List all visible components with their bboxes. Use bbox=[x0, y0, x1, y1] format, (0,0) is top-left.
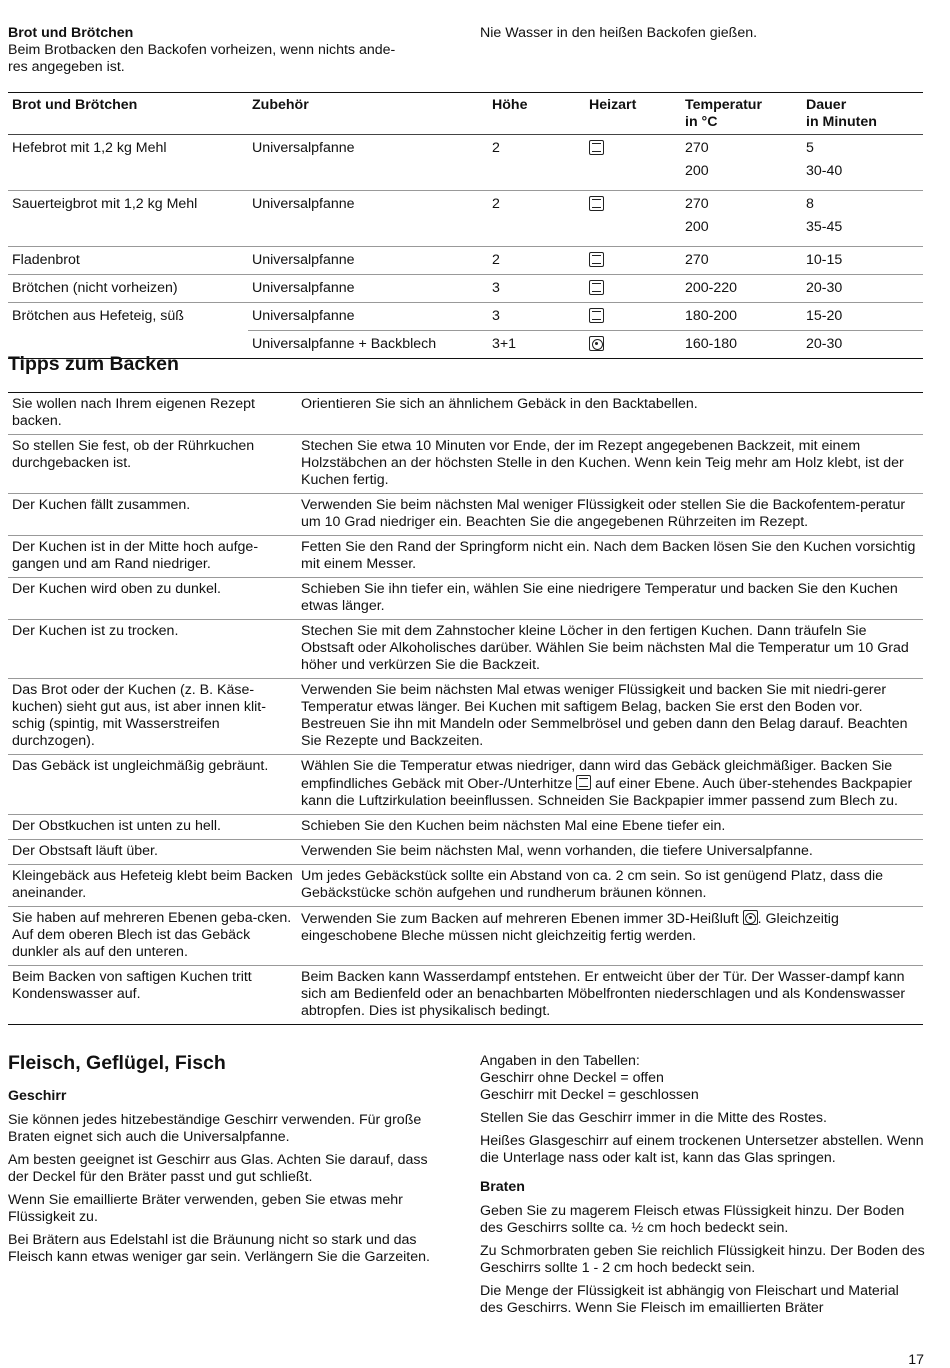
tips-heading: Tipps zum Backen bbox=[8, 353, 179, 375]
duration-cell: 5 30-40 bbox=[806, 140, 843, 179]
solution-cell: Beim Backen kann Wasserdampf entstehen. Er entweicht über der Tür. Der Wasser-dampf kann sich am Bedienfeld oder an benachbarten Möbelfronten niederschlagen und als Kondenswasser abtropfen. Dies ist physikalisch bedingt. bbox=[301, 969, 906, 1019]
top-bottom-heat-icon bbox=[589, 308, 604, 323]
table-row bbox=[8, 907, 923, 966]
solution-cell: Um jedes Gebäckstück sollte ein Abstand von ca. 2 cm sein. So ist genügend Platz, dass die Gebäckstücke schön aufgehen und rundherum bräunen können. bbox=[297, 865, 923, 907]
header-duration: Dauer in Minuten bbox=[802, 93, 923, 135]
paragraph: Stellen Sie das Geschirr immer in die Mitte des Rostes. bbox=[480, 1110, 827, 1126]
problem-cell: Der Kuchen wird oben zu dunkel. bbox=[8, 578, 297, 620]
height-cell: 2 bbox=[488, 191, 585, 247]
geschirr-section bbox=[8, 1088, 448, 1272]
table-row bbox=[8, 815, 923, 840]
top-bottom-heat-icon bbox=[589, 252, 604, 267]
table-info: Angaben in den Tabellen: Geschirr ohne Deckel = offen Geschirr mit Deckel = geschlossen bbox=[480, 1053, 699, 1103]
paragraph: Die Menge der Flüssigkeit ist abhängig von Fleischart und Material des Geschirrs. Wenn Sie Fleisch im emaillierten Bräter bbox=[480, 1283, 899, 1316]
header-heating: Heizart bbox=[585, 93, 681, 135]
header-dish: Brot und Brötchen bbox=[8, 93, 248, 135]
temperature-cell: 270 bbox=[681, 247, 802, 275]
problem-cell: Das Brot oder der Kuchen (z. B. Käse-kuchen) sieht gut aus, ist aber innen klit-schig (spintig, mit Wasserstreifen durchzogen). bbox=[8, 679, 297, 755]
problem-cell: Der Kuchen ist zu trocken. bbox=[8, 620, 297, 679]
table-row bbox=[8, 679, 923, 755]
heating-cell bbox=[585, 275, 681, 303]
temperature-cell: 270 200 bbox=[685, 140, 709, 179]
header-accessory: Zubehör bbox=[248, 93, 488, 135]
duration-cell: 10-15 bbox=[802, 247, 923, 275]
problem-cell: Der Obstkuchen ist unten zu hell. bbox=[8, 815, 297, 840]
table-row bbox=[8, 435, 923, 494]
right-column bbox=[480, 1053, 925, 1323]
intro-text-line1: Beim Brotbacken den Backofen vorheizen, wenn nichts ande- bbox=[8, 42, 396, 58]
heating-cell bbox=[585, 303, 681, 331]
dish-cell: Fladenbrot bbox=[8, 247, 248, 275]
bread-table bbox=[8, 92, 923, 359]
heating-cell bbox=[585, 247, 681, 275]
accessory-cell: Universalpfanne bbox=[248, 247, 488, 275]
3d-hot-air-icon bbox=[589, 336, 604, 351]
tips-table bbox=[8, 392, 923, 1025]
temperature-cell: 200-220 bbox=[681, 275, 802, 303]
intro-section bbox=[8, 25, 448, 76]
accessory-cell: Universalpfanne bbox=[248, 275, 488, 303]
table-row bbox=[8, 275, 923, 303]
heating-cell bbox=[585, 331, 681, 359]
header-height: Höhe bbox=[488, 93, 585, 135]
duration-cell: 15-20 bbox=[802, 303, 923, 331]
table-row bbox=[8, 303, 923, 331]
temperature-cell: 180-200 bbox=[681, 303, 802, 331]
paragraph: Zu Schmorbraten geben Sie reichlich Flüssigkeit hinzu. Der Boden des Geschirrs sollte 1 - 2 cm hoch bedeckt sein. bbox=[480, 1243, 925, 1276]
paragraph: Heißes Glasgeschirr auf einem trockenen Untersetzer abstellen. Wenn die Unterlage nass oder kalt ist, kann das Glas springen. bbox=[480, 1133, 924, 1166]
height-cell: 3+1 bbox=[488, 331, 585, 359]
table-row bbox=[8, 840, 923, 865]
dish-cell: Hefebrot mit 1,2 kg Mehl bbox=[12, 140, 167, 156]
paragraph: Wenn Sie emaillierte Bräter verwenden, geben Sie etwas mehr Flüssigkeit zu. bbox=[8, 1192, 403, 1225]
dish-cell: Sauerteigbrot mit 1,2 kg Mehl bbox=[8, 191, 248, 247]
problem-cell: Sie wollen nach Ihrem eigenen Rezept backen. bbox=[8, 393, 297, 435]
table-row bbox=[8, 620, 923, 679]
duration-cell: 20-30 bbox=[802, 331, 923, 359]
accessory-cell: Universalpfanne + Backblech bbox=[248, 331, 488, 359]
height-cell: 2 bbox=[488, 247, 585, 275]
problem-cell: Der Kuchen fällt zusammen. bbox=[8, 494, 297, 536]
problem-cell: So stellen Sie fest, ob der Rührkuchen durchgebacken ist. bbox=[8, 435, 297, 494]
table-row bbox=[8, 494, 923, 536]
top-bottom-heat-icon bbox=[589, 280, 604, 295]
intro-text-line2: res angegeben ist. bbox=[8, 59, 125, 75]
page-number: 17 bbox=[908, 1352, 924, 1368]
accessory-cell: Universalpfanne bbox=[248, 303, 488, 331]
header-temperature: Temperatur in °C bbox=[681, 93, 802, 135]
problem-cell: Sie haben auf mehreren Ebenen geba-cken. Auf dem oberen Blech ist das Gebäck dunkler als auf den unteren. bbox=[8, 907, 297, 966]
solution-cell: Schieben Sie den Kuchen beim nächsten Mal eine Ebene tiefer ein. bbox=[297, 815, 923, 840]
table-row bbox=[8, 966, 923, 1025]
solution-cell: Stechen Sie etwa 10 Minuten vor Ende, der im Rezept angegebenen Backzeit, mit einem Holzstäbchen an der höchsten Stelle in den Kuchen. Wenn kein Teig mehr am Holz klebt, ist der Kuchen fertig. bbox=[297, 435, 923, 494]
table-row bbox=[8, 865, 923, 907]
temperature-cell: 270 200 bbox=[681, 191, 802, 247]
bread-table-header bbox=[8, 93, 923, 135]
height-cell: 2 bbox=[492, 140, 500, 156]
table-row bbox=[8, 191, 923, 247]
duration-cell: 20-30 bbox=[802, 275, 923, 303]
top-bottom-heat-icon bbox=[589, 196, 604, 211]
paragraph: Geben Sie zu magerem Fleisch etwas Flüssigkeit hinzu. Der Boden des Geschirrs sollte ca. ½ cm hoch bedeckt sein. bbox=[480, 1203, 905, 1236]
intro-warning bbox=[480, 25, 920, 42]
height-cell: 3 bbox=[488, 303, 585, 331]
geschirr-subheading: Geschirr bbox=[8, 1088, 67, 1104]
accessory-cell: Universalpfanne bbox=[248, 191, 488, 247]
table-row bbox=[8, 536, 923, 578]
solution-cell: Stechen Sie mit dem Zahnstocher kleine Löcher in den fertigen Kuchen. Dann träufeln Sie Obstsaft oder Alkoholisches darüber. Wählen Sie beim nächsten Mal die Temperatur um 10 Grad höher und verkürzen Sie die Backzeit. bbox=[297, 620, 923, 679]
solution-cell: Verwenden Sie beim nächsten Mal etwas weniger Flüssigkeit und backen Sie mit niedri-gerer Temperatur etwas länger. Bei Kuchen mit saftigem Belag, backen Sie erst den Boden vor. Bestreuen Sie ihn mit Mandeln oder Semmelbrösel und geben dann den Belag darauf. Beachten Sie Rezepte und Backzeiten. bbox=[297, 679, 923, 755]
table-row bbox=[8, 393, 923, 435]
paragraph: Bei Brätern aus Edelstahl ist die Bräunung nicht so stark und das Fleisch kann etwas weniger gar sein. Verlängern Sie die Garzeiten. bbox=[8, 1232, 430, 1265]
solution-cell: Fetten Sie den Rand der Springform nicht ein. Nach dem Backen lösen Sie den Kuchen vorsichtig mit einem Messer. bbox=[297, 536, 923, 578]
table-row bbox=[8, 135, 923, 191]
solution-cell: Verwenden Sie beim nächsten Mal, wenn vorhanden, die tiefere Universalpfanne. bbox=[297, 840, 923, 865]
paragraph: Am besten geeignet ist Geschirr aus Glas. Achten Sie darauf, dass der Deckel für den Bräter passt und gut schließt. bbox=[8, 1152, 428, 1185]
3d-hot-air-icon bbox=[743, 910, 758, 925]
problem-cell: Der Obstsaft läuft über. bbox=[8, 840, 297, 865]
dish-cell: Brötchen aus Hefeteig, süß bbox=[8, 303, 248, 331]
table-row bbox=[8, 755, 923, 815]
problem-cell: Beim Backen von saftigen Kuchen tritt Kondenswasser auf. bbox=[12, 969, 252, 1002]
intro-heading: Brot und Brötchen bbox=[8, 25, 134, 41]
problem-cell: Kleingebäck aus Hefeteig klebt beim Backen aneinander. bbox=[8, 865, 297, 907]
braten-subheading: Braten bbox=[480, 1179, 525, 1195]
heating-cell bbox=[585, 135, 681, 191]
paragraph: Sie können jedes hitzebeständige Geschirr verwenden. Für große Braten eignet sich auch die Universalpfanne. bbox=[8, 1112, 422, 1145]
problem-cell: Der Kuchen ist in der Mitte hoch aufge-gangen und am Rand niedriger. bbox=[8, 536, 297, 578]
duration-cell: 8 35-45 bbox=[802, 191, 923, 247]
top-bottom-heat-icon bbox=[576, 775, 591, 790]
solution-cell: Schieben Sie ihn tiefer ein, wählen Sie eine niedrigere Temperatur und backen Sie den Kuchen etwas länger. bbox=[297, 578, 923, 620]
meat-heading: Fleisch, Geflügel, Fisch bbox=[8, 1052, 226, 1074]
problem-cell: Das Gebäck ist ungleichmäßig gebräunt. bbox=[8, 755, 297, 815]
solution-cell: Verwenden Sie beim nächsten Mal weniger Flüssigkeit oder stellen Sie die Backofentem-peratur um 10 Grad niedriger ein. Beachten Sie die angegebenen Rührzeiten im Rezept. bbox=[297, 494, 923, 536]
solution-cell: Wählen Sie die Temperatur etwas niedriger, dann wird das Gebäck gleichmäßiger. Backen Sie empfindliches Gebäck mit Ober-/Unterhitze auf einer Ebene. Auch über-stehendes Backpapier kann die Luftzirkulation beeinflussen. Schneiden Sie Backpapier immer passend zum Blech zu. bbox=[297, 755, 923, 815]
temperature-cell: 160-180 bbox=[681, 331, 802, 359]
accessory-cell: Universalpfanne bbox=[252, 140, 355, 156]
heating-cell bbox=[585, 191, 681, 247]
solution-cell: Orientieren Sie sich an ähnlichem Gebäck in den Backtabellen. bbox=[297, 393, 923, 435]
dish-cell: Brötchen (nicht vorheizen) bbox=[8, 275, 248, 303]
table-row bbox=[8, 578, 923, 620]
top-bottom-heat-icon bbox=[589, 140, 604, 155]
warning-text: Nie Wasser in den heißen Backofen gießen. bbox=[480, 25, 758, 41]
table-row bbox=[8, 247, 923, 275]
solution-cell: Verwenden Sie zum Backen auf mehreren Ebenen immer 3D-Heißluft . Gleichzeitig eingeschobene Bleche müssen nicht gleichzeitig fertig werden. bbox=[297, 907, 923, 966]
height-cell: 3 bbox=[488, 275, 585, 303]
